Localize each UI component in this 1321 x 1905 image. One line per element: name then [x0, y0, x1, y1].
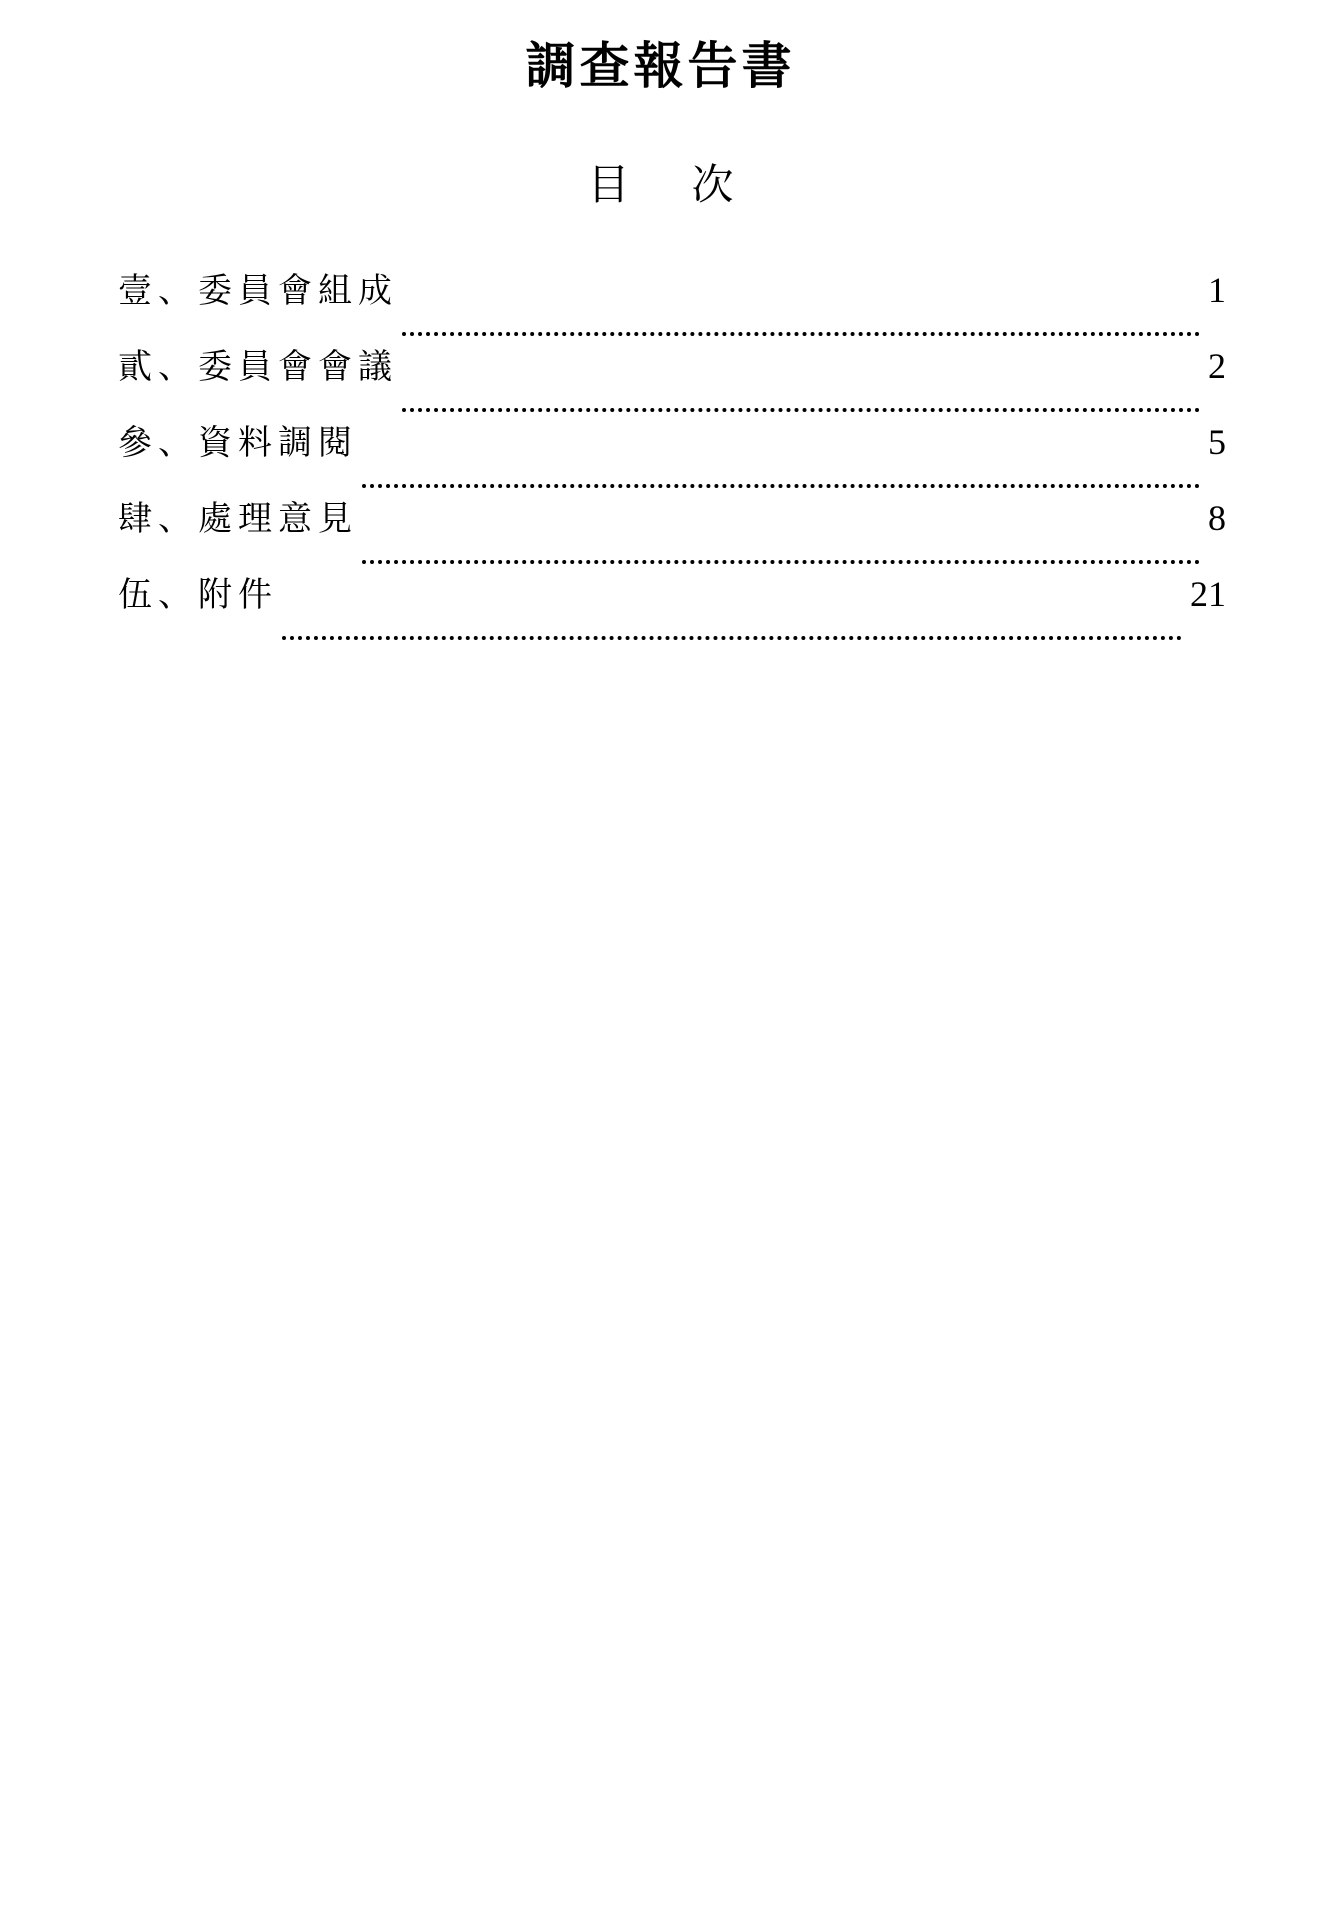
toc-entry-3[interactable]: [118, 420, 1226, 496]
toc-dot-leader: [362, 560, 1200, 564]
toc-entry-page: 21: [1190, 574, 1226, 614]
toc-dot-leader: [362, 484, 1200, 488]
toc-entry-page: 5: [1208, 422, 1226, 462]
toc-entry-label: 伍、附件: [118, 575, 278, 615]
toc-entry-label: 貳、委員會會議: [118, 347, 398, 387]
toc-entry-label: 參、資料調閱: [118, 423, 358, 463]
toc-entry-page: 1: [1208, 270, 1226, 310]
toc-entry-label: 壹、委員會組成: [118, 271, 398, 311]
toc-entry-2[interactable]: [118, 344, 1226, 420]
toc-heading-char-1: 目: [587, 160, 630, 209]
toc-dot-leader: [402, 408, 1200, 412]
table-of-contents: [118, 268, 1226, 648]
toc-dot-leader: [402, 332, 1200, 336]
toc-heading: [0, 160, 1321, 210]
toc-entry-4[interactable]: [118, 496, 1226, 572]
toc-entry-page: 2: [1208, 346, 1226, 386]
toc-entry-label: 肆、處理意見: [118, 499, 358, 539]
toc-entry-1[interactable]: [118, 268, 1226, 344]
toc-dot-leader: [282, 636, 1182, 640]
document-title: 調查報告書: [525, 36, 796, 95]
toc-entry-page: 8: [1208, 498, 1226, 538]
toc-heading-char-2: 次: [691, 160, 734, 209]
toc-entry-5[interactable]: [118, 572, 1226, 648]
